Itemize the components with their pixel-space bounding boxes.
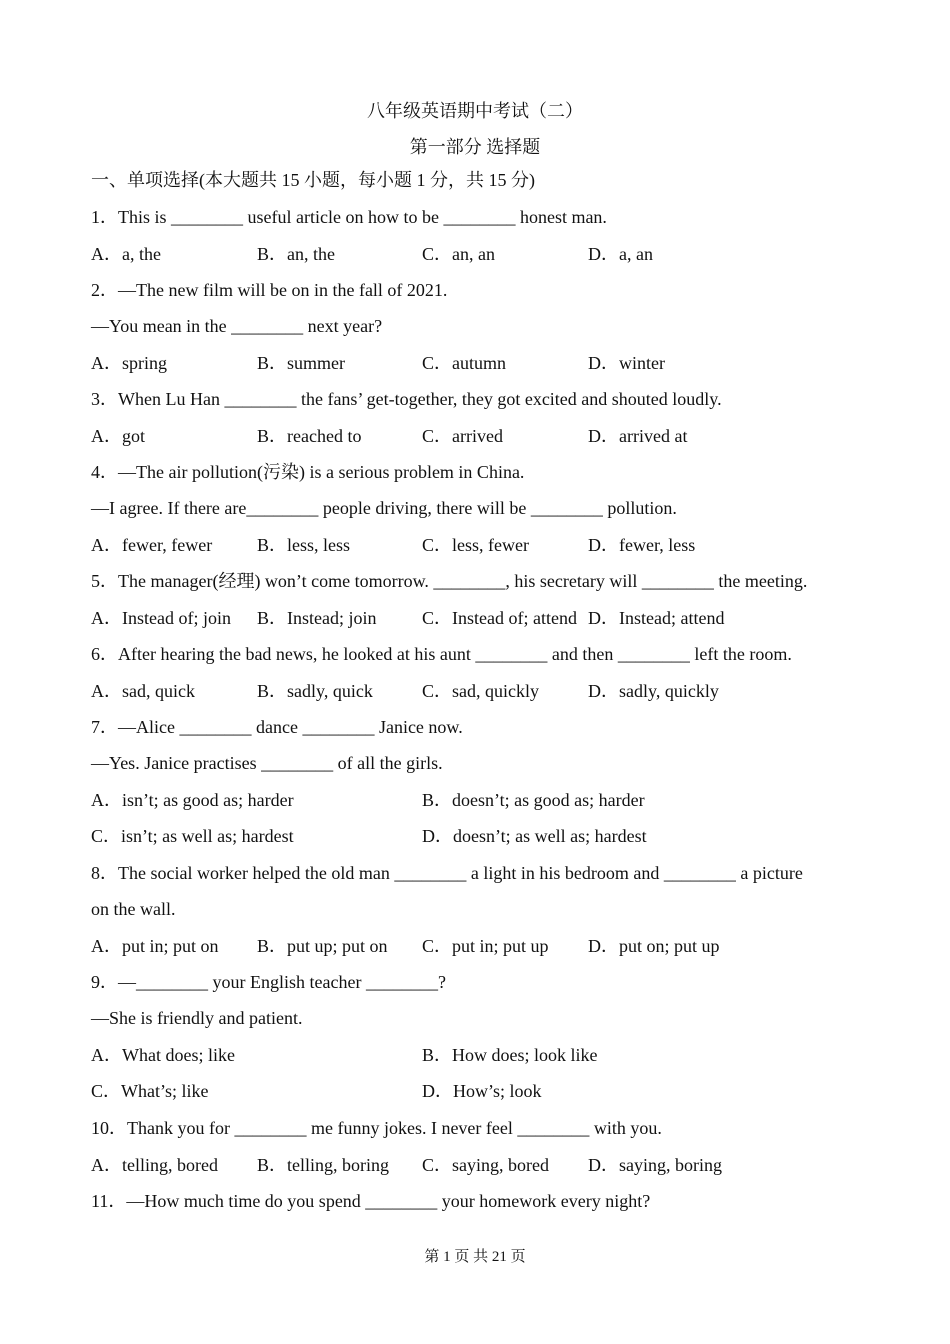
question-2-text-line2: —You mean in the ________ next year? xyxy=(91,316,383,336)
question-8-option-b: B．put up; put on xyxy=(257,936,388,956)
question-4-option-c: C．less, fewer xyxy=(422,535,529,555)
question-7-text-line2: —Yes. Janice practises ________ of all the girls. xyxy=(91,753,443,773)
question-2-option-c: C．autumn xyxy=(422,353,506,373)
question-8-text-line2: on the wall. xyxy=(91,899,176,919)
question-3-option-b: B．reached to xyxy=(257,426,362,446)
exam-title: 八年级英语期中考试（二） xyxy=(367,101,583,121)
question-3-option-c: C．arrived xyxy=(422,426,503,446)
question-9-option-c: C．What’s; like xyxy=(91,1081,209,1101)
question-1-option-c: C．an, an xyxy=(422,244,495,264)
part-heading: 第一部分 选择题 xyxy=(409,137,541,157)
question-4-option-b: B．less, less xyxy=(257,535,351,555)
section-heading: 一、单项选择(本大题共 15 小题，每小题 1 分，共 15 分) xyxy=(91,170,535,190)
question-1-option-a: A．a, the xyxy=(91,244,161,264)
question-3-option-d: D．arrived at xyxy=(588,426,688,446)
question-8-text: 8．The social worker helped the old man ________ a light in his bedroom and ________ a picture xyxy=(91,863,803,883)
question-11-text: 11．—How much time do you spend ________ your homework every night? xyxy=(91,1191,651,1211)
question-10-text: 10．Thank you for ________ me funny jokes. I never feel ________ with you. xyxy=(91,1118,662,1138)
question-4-option-d: D．fewer, less xyxy=(588,535,696,555)
question-8-option-c: C．put in; put up xyxy=(422,936,549,956)
question-7-option-b: B．doesn’t; as good as; harder xyxy=(422,790,645,810)
question-9-option-b: B．How does; look like xyxy=(422,1045,598,1065)
question-10-option-b: B．telling, boring xyxy=(257,1155,389,1175)
question-1-text: 1．This is ________ useful article on how to be ________ honest man. xyxy=(91,207,607,227)
question-9-text-line2: —She is friendly and patient. xyxy=(91,1008,303,1028)
question-9-option-d: D．How’s; look xyxy=(422,1081,542,1101)
question-10-option-a: A．telling, bored xyxy=(91,1155,218,1175)
question-6-option-a: A．sad, quick xyxy=(91,681,195,701)
question-7-text: 7．—Alice ________ dance ________ Janice now. xyxy=(91,717,463,737)
question-5-option-c: C．Instead of; attend xyxy=(422,608,577,628)
question-5-option-d: D．Instead; attend xyxy=(588,608,725,628)
question-1-option-d: D．a, an xyxy=(588,244,653,264)
question-7-option-a: A．isn’t; as good as; harder xyxy=(91,790,294,810)
question-8-option-a: A．put in; put on xyxy=(91,936,219,956)
question-2-option-a: A．spring xyxy=(91,353,167,373)
question-5-option-b: B．Instead; join xyxy=(257,608,377,628)
question-9-text: 9．—________ your English teacher ________? xyxy=(91,972,446,992)
question-6-option-c: C．sad, quickly xyxy=(422,681,539,701)
question-3-text: 3．When Lu Han ________ the fans’ get-together, they got excited and shouted loudly. xyxy=(91,389,722,409)
question-5-option-a: A．Instead of; join xyxy=(91,608,231,628)
question-7-option-d: D．doesn’t; as well as; hardest xyxy=(422,826,647,846)
page-footer: 第 1 页 共 21 页 xyxy=(424,1249,526,1265)
question-5-text: 5．The manager(经理) won’t come tomorrow. ________, his secretary will ________ the meeting. xyxy=(91,571,808,591)
question-1-option-b: B．an, the xyxy=(257,244,335,264)
question-6-option-b: B．sadly, quick xyxy=(257,681,373,701)
question-3-option-a: A．got xyxy=(91,426,145,446)
question-2-option-d: D．winter xyxy=(588,353,665,373)
question-4-option-a: A．fewer, fewer xyxy=(91,535,213,555)
question-2-option-b: B．summer xyxy=(257,353,345,373)
question-8-option-d: D．put on; put up xyxy=(588,936,720,956)
question-2-text: 2．—The new film will be on in the fall of 2021. xyxy=(91,280,448,300)
question-6-text: 6．After hearing the bad news, he looked at his aunt ________ and then ________ left the room. xyxy=(91,644,792,664)
question-10-option-d: D．saying, boring xyxy=(588,1155,722,1175)
question-7-option-c: C．isn’t; as well as; hardest xyxy=(91,826,294,846)
question-4-text-line2: —I agree. If there are________ people driving, there will be ________ pollution. xyxy=(91,498,677,518)
question-10-option-c: C．saying, bored xyxy=(422,1155,549,1175)
question-4-text: 4．—The air pollution(污染) is a serious problem in China. xyxy=(91,462,525,482)
question-6-option-d: D．sadly, quickly xyxy=(588,681,719,701)
question-9-option-a: A．What does; like xyxy=(91,1045,235,1065)
